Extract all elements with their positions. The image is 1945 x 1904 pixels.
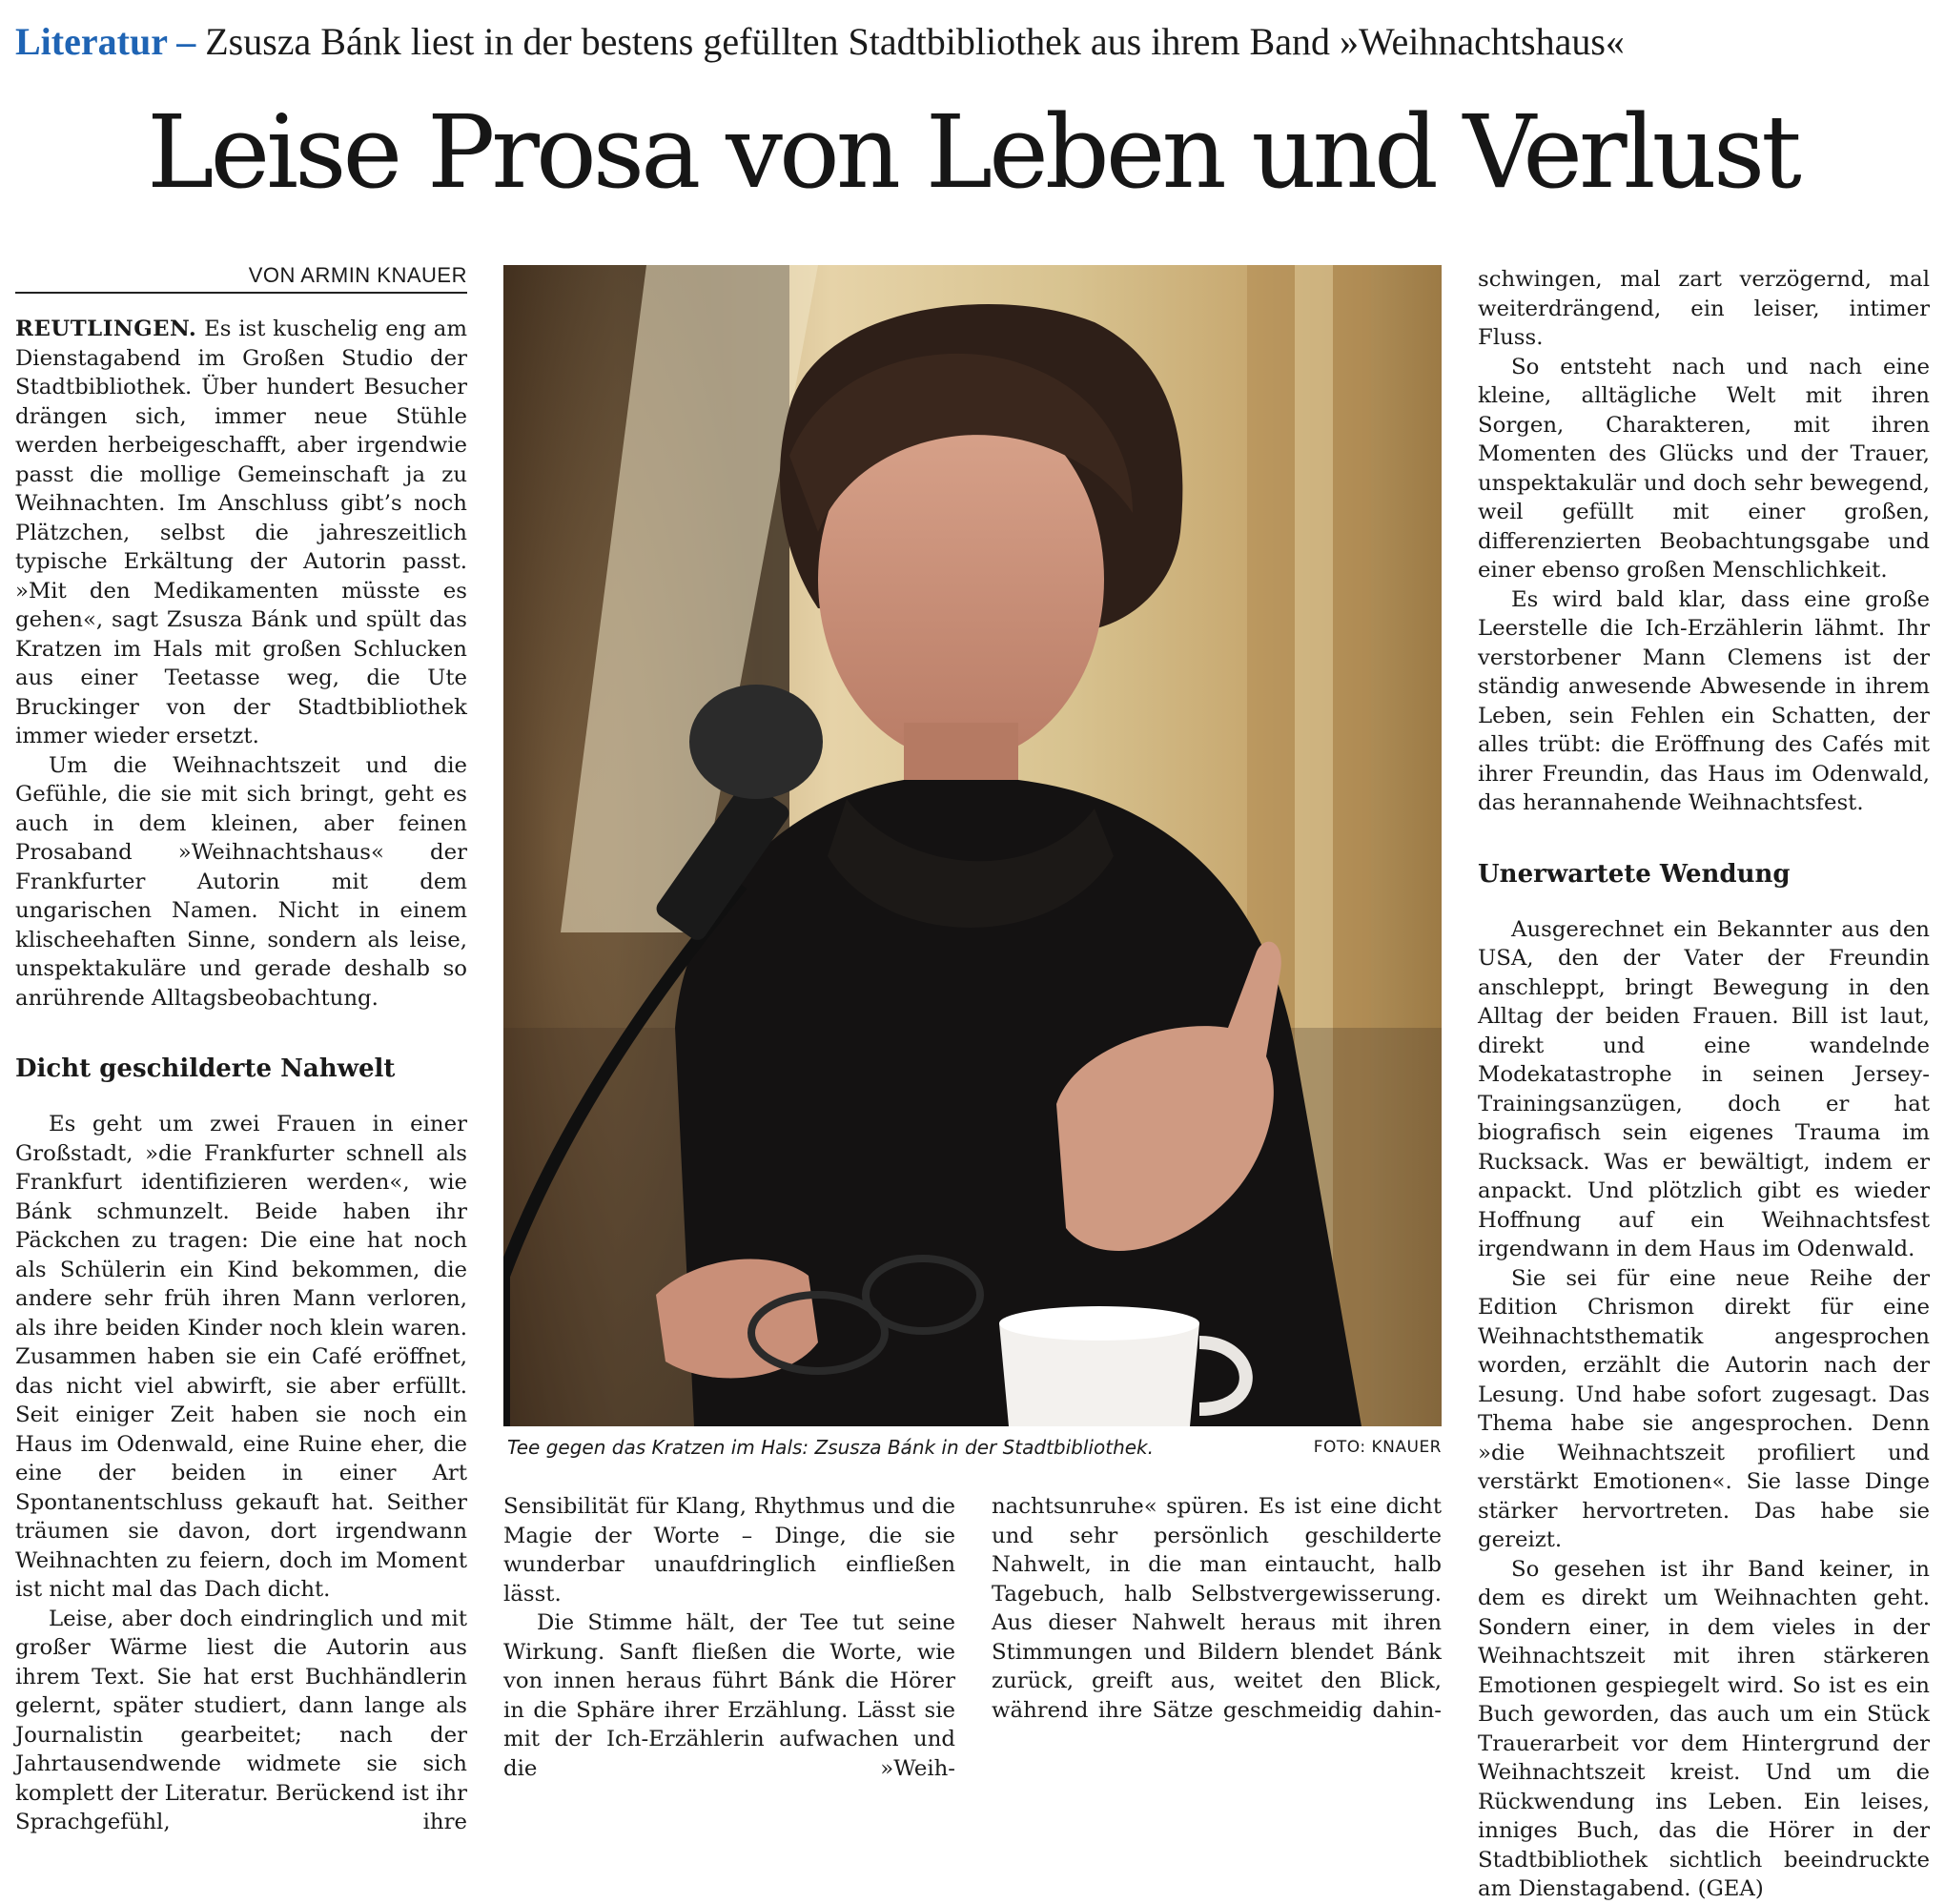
paragraph: Es geht um zwei Frauen in einer Großstadt, »die Frankfurter schnell als Frankfurt identifizieren werden«, wie Bánk schmunzelt. Beide haben ihr Päckchen zu tragen: Die eine hat noch als Schülerin ein Kind bekommen, die andere sehr früh ihren Mann verloren, als ihre beiden Kinder noch klein waren. Zusammen haben sie ein Café eröffnet, das nicht viel abwirft, sie aber erfüllt. Seit einiger Zeit haben sie noch ein Haus im Odenwald, eine Ruine eher, die eine der beiden in einer Art Spontanentschluss gekauft hat. Seither träumen sie davon, dort irgendwann Weihnachten zu feiern, doch im Moment ist nicht mal das Dach dicht.	[15, 1112, 467, 1602]
photo-credit: FOTO: KNAUER	[1313, 1438, 1442, 1457]
paragraph: nachtsunruhe« spüren. Es ist eine dicht und sehr persönlich geschilderte Nahwelt, in die man eintaucht, halb Tagebuch, halb Selbstvergewisserung. Aus dieser Nahwelt heraus mit ihren Stimmungen und Bildern blendet Bánk zurück, greift aus, weitet den Blick, während ihre Sätze geschmeidig dahin-	[992, 1494, 1442, 1723]
column-2	[503, 1492, 955, 1783]
subheading: Dicht geschilderte Nahwelt	[15, 1054, 396, 1083]
photo-caption: Tee gegen das Kratzen im Hals: Zsusza Bánk in der Stadtbibliothek.	[507, 1436, 1154, 1459]
kicker-text: Zsusza Bánk liest in der bestens gefüllten Stadtbibliothek aus ihrem Band »Weihnachtshaus«	[205, 20, 1625, 63]
column-3	[992, 1492, 1442, 1725]
paragraph: Es wird bald klar, dass eine große Leerstelle die Ich-Erzählerin lähmt. Ihr verstorbener Mann Clemens ist der ständig anwesende Abwesende in ihrem Leben, sein Fehlen ein Schatten, der alles trübt: die Eröffnung des Cafés mit ihrer Freundin, das Haus im Odenwald, das herannahende Weihnachtsfest.	[1478, 586, 1930, 815]
paragraph: Leise, aber doch eindringlich und mit großer Wärme liest die Autorin aus ihrem Text. Sie hat erst Buchhändlerin gelernt, später studiert, dann lange als Journalistin gearbeitet; nach der Jahrtausendwende widmete sie sich komplett der Literatur. Berückend ist ihr Sprachgefühl, ihre	[15, 1606, 467, 1834]
byline: VON ARMIN KNAUER	[15, 259, 467, 294]
headline: Leise Prosa von Leben und Verlust	[147, 93, 1798, 211]
paragraph: Ausgerechnet ein Bekannter aus den USA, den der Vater der Freundin anschleppt, bringt Bewegung in den Alltag der beiden Frauen. Bill ist laut, direkt und eine wandelnde Modekatastrophe in seinen Jersey-Trainingsanzügen, doch er hat biografisch sein eigenes Trauma im Rucksack. Was er bewältigt, indem er anpackt. Und plötzlich gibt es wieder Hoffnung auf ein Weihnachtsfest irgendwann in dem Haus im Odenwald.	[1478, 916, 1930, 1261]
paragraph: schwingen, mal zart verzögernd, mal weiterdrängend, ein leiser, intimer Fluss.	[1478, 267, 1930, 350]
paragraph: Sensibilität für Klang, Rhythmus und die Magie der Worte – Dinge, die sie wunderbar unaufdringlich einfließen lässt.	[503, 1494, 955, 1607]
paragraph: So gesehen ist ihr Band keiner, in dem es direkt um Weihnachten geht. Sondern einer, in dem vieles in der Weihnachtszeit mit ihren stärkeren Emotionen gespiegelt wird. So ist es ein Buch geworden, das auch um ein Stück Trauerarbeit vor dem Hintergrund der Weihnachtszeit kreist. Und um die Rückwendung ins Leben. Ein leises, inniges Buch, das die Hörer in der Stadtbibliothek sichtlich beeindruckte am Dienstagabend. (GEA)	[1478, 1556, 1930, 1901]
paragraph: So entsteht nach und nach eine kleine, alltägliche Welt mit ihren Sorgen, Charakteren, mit ihren Momenten des Glücks und der Trauer, unspektakulär und doch sehr bewegend, weil gefüllt mit einer großen, differenzierten Beobachtungsgabe und einer ebenso großen Menschlichkeit.	[1478, 354, 1930, 583]
paragraph: Um die Weihnachtszeit und die Gefühle, die sie mit sich bringt, geht es auch in dem kleinen, aber feinen Prosaband »Weihnachtshaus« der Frankfurter Autorin mit dem ungarischen Namen. Nicht in einem klischeehaften Sinne, sondern als leise, unspektakuläre und gerade deshalb so anrührende Alltagsbeobachtung.	[15, 752, 467, 1011]
paragraph-text: Es ist kuschelig eng am Dienstagabend im Großen Studio der Stadtbibliothek. Über hundert Besucher drängen sich, immer neue Stühle werden herbeigeschafft, aber irgendwie passt die mollige Gemeinschaft ja zu Weihnachten. Im Anschluss gibt’s noch Plätzchen, selbst die jahreszeitlich typische Erkältung der Autorin passt. »Mit den Medikamenten müsste es gehen«, sagt Zsusza Bánk und spült das Kratzen im Hals mit großen Schlucken aus einer Teetasse weg, die Ute Bruckinger von der Stadtbibliothek immer wieder ersetzt.	[15, 317, 468, 748]
photo-illustration	[503, 265, 1442, 1426]
paragraph	[15, 315, 467, 751]
column-4	[1478, 265, 1930, 1904]
kicker-line	[15, 19, 1932, 65]
paragraph: Die Stimme hält, der Tee tut seine Wirkung. Sanft fließen die Worte, wie von innen heraus führt Bánk die Hörer in die Sphäre ihrer Erzählung. Lässt sie mit der Ich-Erzählerin aufwachen und die »Weih-	[503, 1610, 955, 1781]
dateline: REUTLINGEN.	[15, 317, 197, 341]
paragraph: Sie sei für eine neue Reihe der Edition Chrismon direkt für eine Weihnachtsthematik angesprochen worden, erzählt die Autorin nach der Lesung. Und habe sofort zugesagt. Das Thema habe sie angesprochen. Denn »die Weihnachtszeit profiliert und verstärkt Emotionen«. Sie lasse Dinge stärker hervortreten. Das habe sie gereizt.	[1478, 1265, 1930, 1552]
subheading: Unerwartete Wendung	[1478, 859, 1791, 889]
column-1	[15, 315, 467, 1837]
section-label: Literatur –	[15, 20, 196, 63]
article-photo	[503, 265, 1442, 1426]
